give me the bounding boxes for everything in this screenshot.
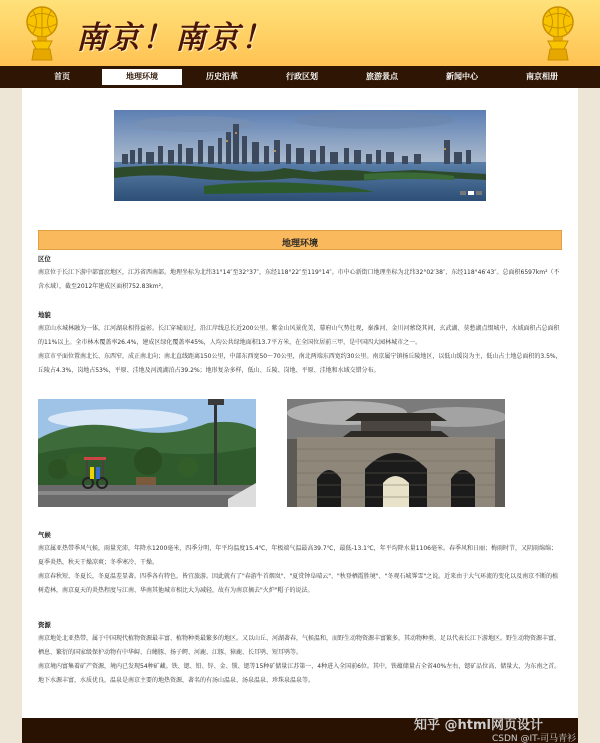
city-gate-icon bbox=[287, 399, 505, 507]
terrain-paragraph-1: 南京山水城林融为一体，江河湖泉相得益彰。长江穿城而过，沿江岸线总长近200公里。紫金山风景优美，幕府山气势壮观，秦淮河、金川河萦绕其间，玄武湖、莫愁湖点缀城中，水域面积占总面积的11%以上。全市林木覆盖率26.4%，建成区绿化覆盖率45%，人均公共绿地面积13.7平方米，在全国位居前三甲，是中国四大园林城市之一。 bbox=[38, 325, 560, 346]
location-heading: 区位 bbox=[38, 255, 51, 263]
nav-item-history[interactable]: 历史沿革 bbox=[206, 72, 238, 81]
mountain-park-icon bbox=[38, 399, 256, 507]
city-skyline-icon bbox=[114, 110, 486, 201]
resources-paragraph-2: 南京境内富集着矿产资源，境内已发现54种矿藏。铁、锶、铅、锌、金、锁、锶等15种矿储量江苏第一，4种进入全国前6位。其中，铁蕴储量占全省40%左右，锶矿品位高、储量大，为东南之首。地下水源丰富，水质优良，温泉是南京主要的地热资源，著名的有汤山温泉、汤泉温泉、珍珠泉温泉等。 bbox=[38, 663, 561, 684]
nav-item-districts[interactable]: 行政区划 bbox=[286, 72, 318, 81]
terrain-paragraph-2: 南京市平面位置南北长、东西窄，成正南北向；南北直线距离150公里，中部东西宽50～70公里，南北两端东西宽约30公里。南京属宁镇扬丘陵地区，以低山缓岗为主，低山占土地总面积的3.5%，丘陵占4.3%，岗地占53%，平原、洼地及河流湖泊占39.2%；地形复杂多样，低山、丘陵、岗地、平原、洼地和水域交错分布。 bbox=[38, 353, 562, 374]
section-title: 地理环境 bbox=[281, 239, 318, 249]
city-gate-photo bbox=[287, 399, 505, 507]
football-badge-icon bbox=[24, 4, 60, 62]
main-nav bbox=[0, 66, 600, 88]
location-paragraph: 南京位于长江下游中部富庶地区，江苏省西南部。地理坐标为北纬31°14″至32°37″，东经118°22″至119°14″。市中心新街口地理坐标为北纬32°02′38″、东经118°46′43″。总面积6597km²（不含水域），截至2012年建成区面积752.83km²。 bbox=[38, 269, 560, 290]
terrain-section bbox=[38, 308, 562, 378]
site-title: 南京！南京！ bbox=[76, 20, 274, 56]
main-content bbox=[22, 88, 578, 718]
section-header bbox=[38, 230, 562, 250]
banner-pager[interactable] bbox=[458, 180, 482, 199]
climate-paragraph-1: 南京属亚热带季风气候，雨量充沛，年降水1200毫米，四季分明，年平均温度15.4℃，年极端气温最高39.7℃，最低-13.1℃，年平均降水量1106毫米。春季风和日丽；梅雨时节，又阴雨绵绵；夏季炎热，秋天干燥凉爽；冬季寒冷、干燥。 bbox=[38, 545, 558, 566]
nav-item-album[interactable]: 南京相册 bbox=[526, 72, 558, 81]
climate-paragraph-2: 南京春秋短、冬夏长，冬夏温差显著。四季各有特色，皆宜旅游。因此就有了"春游牛首烟岚"、"夏赏钟阜晴云"、"秋登栖霞胜境"、"冬观石城霁雪"之说。近来由于大气环流的变化以及南京不断的植树造林，南京夏天的炎热程度与江南、华南其他城市相比大为减轻，故有为南京摘去"火炉"帽子的说法。 bbox=[38, 573, 559, 594]
city-skyline-banner bbox=[114, 110, 486, 201]
resources-section bbox=[38, 618, 562, 688]
nav-item-attractions[interactable]: 旅游景点 bbox=[366, 72, 398, 81]
nav-item-home[interactable]: 首页 bbox=[54, 72, 70, 81]
climate-heading: 气候 bbox=[38, 531, 51, 539]
nav-item-geography[interactable]: 地理环境 bbox=[102, 69, 182, 85]
watermark-csdn: CSDN @IT-司马青衫 bbox=[492, 734, 577, 743]
resources-paragraph-1: 南京地处北亚热带，属于中国现代植物资源最丰富、植物种类最繁多的地区。又以山丘、河湖著春，气候温和，而野生动物资源丰富繁多，其动物种类、足以代表长江下游地区。野生动物资源丰富，栖息、繁衍的国家级保护动物有中华鲟、白鳍豚、扬子鳄、河鹿、江豚、獐鹿、长耳鸮、短耳鸮等。 bbox=[38, 635, 561, 656]
resources-heading: 资源 bbox=[38, 621, 51, 629]
terrain-heading: 地貌 bbox=[38, 311, 51, 319]
nav-item-news[interactable]: 新闻中心 bbox=[446, 72, 478, 81]
climate-section bbox=[38, 528, 562, 598]
site-header bbox=[0, 0, 600, 66]
watermark-zhihu: 知乎 @html网页设计 bbox=[414, 718, 543, 733]
mountain-park-photo bbox=[38, 399, 256, 507]
football-badge-icon bbox=[540, 4, 576, 62]
location-section bbox=[38, 252, 562, 294]
